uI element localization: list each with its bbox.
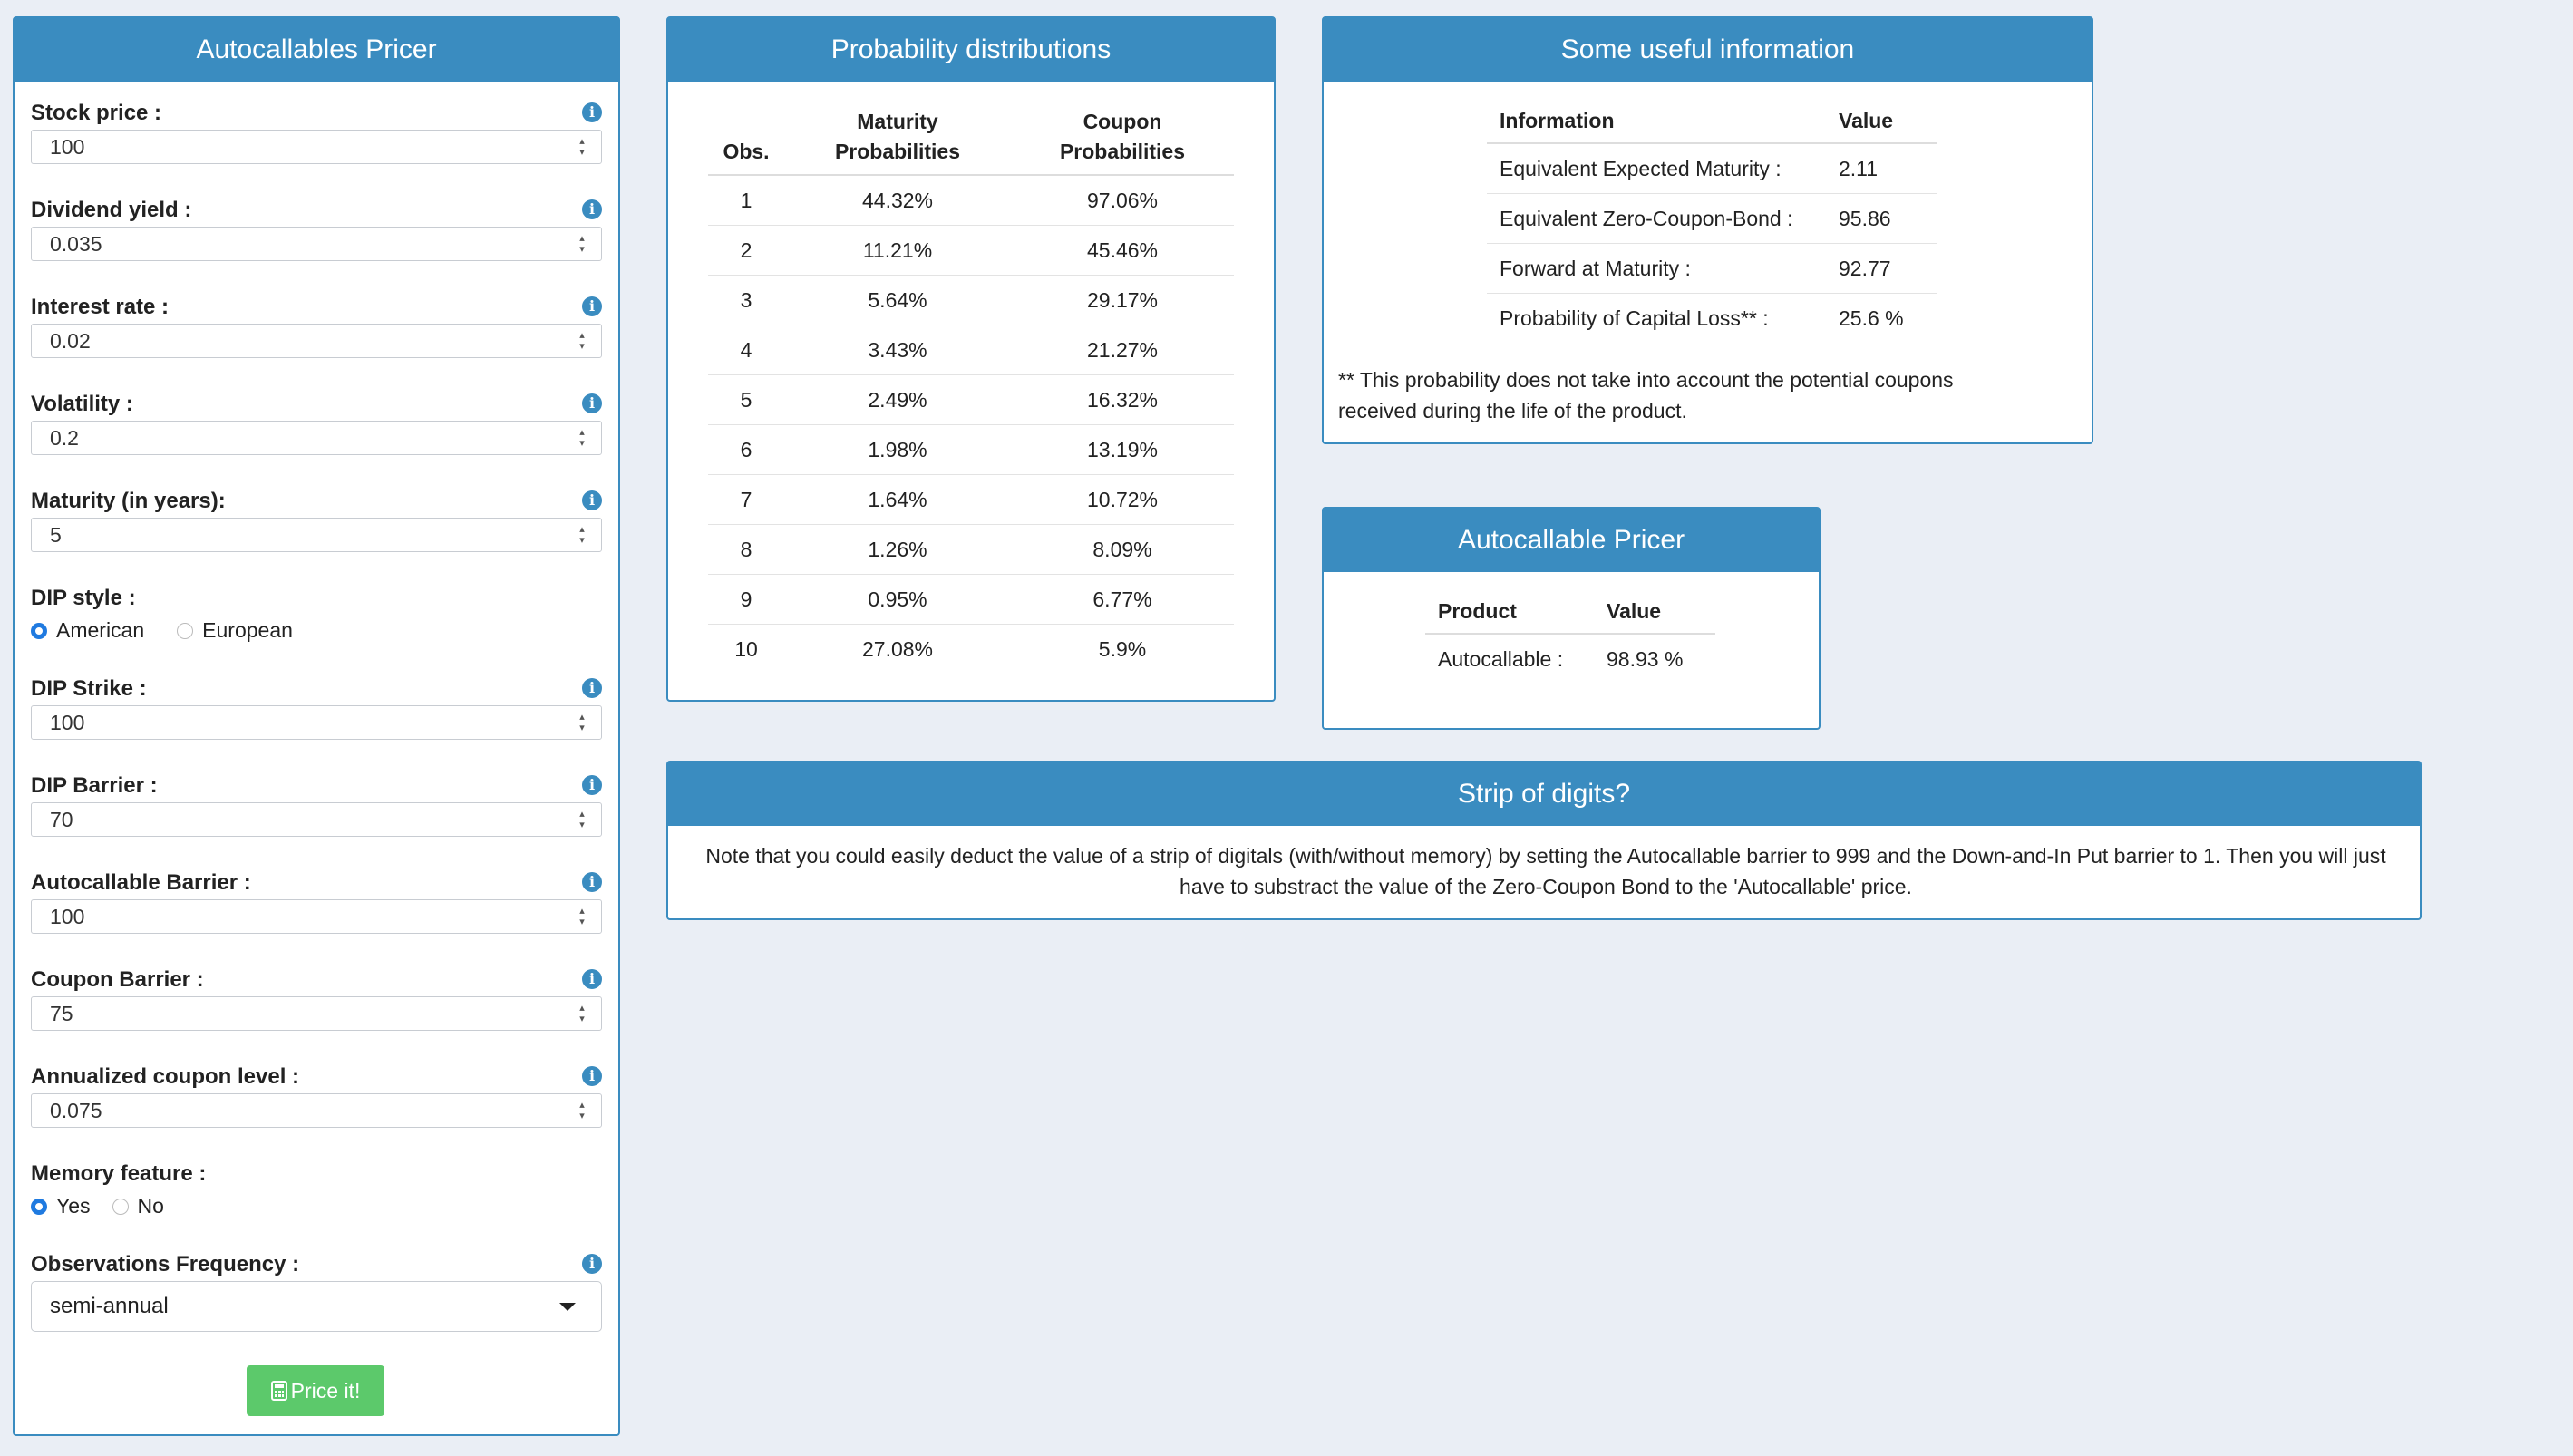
obs-cell: 8 [708, 525, 784, 575]
field-label: DIP Barrier : [31, 773, 158, 798]
coupon-barrier-input[interactable]: 75 [31, 996, 602, 1031]
interest-rate-input[interactable]: 0.02 [31, 324, 602, 358]
field-label: Interest rate : [31, 295, 170, 319]
result-title: Autocallable Pricer [1324, 509, 1819, 572]
radio-label: No [137, 1194, 164, 1218]
field-label: Coupon Barrier : [31, 967, 204, 992]
value-cell: 25.6 % [1826, 294, 1937, 344]
maturity-cell: 5.64% [784, 276, 1011, 325]
header-product: Product [1425, 592, 1594, 634]
dip-style-field [15, 586, 618, 658]
field-label: Memory feature : [31, 1161, 207, 1186]
field-label: Volatility : [31, 392, 133, 416]
price-it-button[interactable] [247, 1365, 384, 1416]
obs-cell: 6 [708, 425, 784, 475]
coupon-cell: 16.32% [1011, 375, 1234, 425]
volatility-field [15, 392, 618, 464]
obs-cell: 5 [708, 375, 784, 425]
coupon-cell: 45.46% [1011, 226, 1234, 276]
field-label: Stock price : [31, 101, 162, 125]
field-label: DIP style : [31, 586, 136, 610]
field-label: Autocallable Barrier : [31, 870, 251, 895]
spinner-icon[interactable]: ▴ ▾ [579, 524, 585, 546]
volatility-input[interactable]: 0.2 [31, 421, 602, 455]
table-row [708, 525, 1234, 575]
stock-price-input[interactable]: 100 [31, 130, 602, 164]
table-row [1487, 143, 1937, 194]
coupon-cell: 5.9% [1011, 625, 1234, 675]
strip-title: Strip of digits? [668, 762, 2420, 826]
coupon-cell: 8.09% [1011, 525, 1234, 575]
spinner-icon[interactable]: ▴ ▾ [579, 233, 585, 255]
radio-yes[interactable] [31, 1199, 47, 1215]
value-cell: 95.86 [1826, 194, 1937, 244]
maturity-cell: 0.95% [784, 575, 1011, 625]
field-label: Dividend yield : [31, 198, 192, 222]
header-maturity [784, 102, 1011, 175]
useful-info-title: Some useful information [1324, 18, 2092, 82]
obs-cell: 10 [708, 625, 784, 675]
table-header-row [708, 102, 1234, 175]
obs-cell: 4 [708, 325, 784, 375]
table-row [708, 276, 1234, 325]
field-label: Maturity (in years): [31, 489, 226, 513]
maturity-cell: 1.64% [784, 475, 1011, 525]
memory-radio-group [31, 1194, 197, 1218]
info-icon[interactable]: i [582, 678, 602, 698]
coupon-level-field [15, 1064, 618, 1137]
field-label: Annualized coupon level : [31, 1064, 300, 1089]
chevron-down-icon [559, 1303, 576, 1311]
table-row [708, 325, 1234, 375]
pricer-form-title: Autocallables Pricer [15, 18, 618, 82]
info-icon[interactable]: i [582, 102, 602, 122]
coupon-cell: 13.19% [1011, 425, 1234, 475]
table-header-row [1425, 592, 1715, 634]
info-cell: Forward at Maturity : [1487, 244, 1826, 294]
dip-style-radio-group [31, 618, 325, 643]
table-header-row [1487, 102, 1937, 143]
table-row [708, 226, 1234, 276]
strip-panel [666, 761, 2422, 920]
header-coupon-label: Coupon Probabilities [1059, 110, 1186, 163]
value-cell: 92.77 [1826, 244, 1937, 294]
probability-panel [666, 16, 1276, 702]
stock-price-field [15, 101, 618, 173]
info-icon[interactable]: i [582, 969, 602, 989]
obs-cell: 2 [708, 226, 784, 276]
info-cell: Equivalent Zero-Coupon-Bond : [1487, 194, 1826, 244]
info-icon[interactable]: i [582, 296, 602, 316]
radio-no[interactable] [112, 1199, 129, 1215]
coupon-cell: 6.77% [1011, 575, 1234, 625]
price-it-label: Price it! [290, 1379, 361, 1403]
autocallable-barrier-input[interactable]: 100 [31, 899, 602, 934]
frequency-selected-value: semi-annual [50, 1294, 169, 1318]
memory-feature-field [15, 1161, 618, 1234]
coupon-cell: 29.17% [1011, 276, 1234, 325]
header-coupon [1011, 102, 1234, 175]
dip-barrier-field [15, 773, 618, 846]
capital-loss-footnote: ** This probability does not take into account the potential coupons received during the life of the product. [1338, 368, 1954, 422]
info-icon[interactable]: i [582, 393, 602, 413]
useful-info-panel [1322, 16, 2093, 444]
dividend-yield-input[interactable]: 0.035 [31, 227, 602, 261]
radio-american[interactable] [31, 623, 47, 639]
table-row [708, 575, 1234, 625]
obs-cell: 7 [708, 475, 784, 525]
spinner-icon[interactable]: ▴ ▾ [579, 330, 585, 352]
field-label: DIP Strike : [31, 676, 147, 701]
product-cell: Autocallable : [1425, 634, 1594, 684]
dip-strike-input[interactable]: 100 [31, 705, 602, 740]
table-row [708, 625, 1234, 675]
coupon-cell: 21.27% [1011, 325, 1234, 375]
dip-barrier-input[interactable]: 70 [31, 802, 602, 837]
radio-european[interactable] [177, 623, 193, 639]
value-cell: 98.93 % [1594, 634, 1715, 684]
info-cell: Probability of Capital Loss** : [1487, 294, 1826, 344]
coupon-barrier-field [15, 967, 618, 1040]
header-maturity-label: Maturity Probabilities [834, 110, 961, 163]
result-table [1425, 592, 1715, 684]
maturity-cell: 27.08% [784, 625, 1011, 675]
coupon-level-input[interactable]: 0.075 [31, 1093, 602, 1128]
spinner-icon[interactable]: ▴ ▾ [579, 712, 585, 733]
frequency-select[interactable] [31, 1281, 602, 1332]
radio-label: American [56, 618, 145, 642]
info-icon[interactable]: i [582, 872, 602, 892]
probability-table [708, 102, 1234, 674]
calculator-icon [271, 1381, 287, 1401]
table-row [708, 475, 1234, 525]
pricer-form-panel [13, 16, 620, 1436]
maturity-cell: 1.26% [784, 525, 1011, 575]
header-information: Information [1487, 102, 1826, 143]
useful-info-table [1487, 102, 1937, 343]
dividend-yield-field [15, 198, 618, 270]
table-row [708, 375, 1234, 425]
info-cell: Equivalent Expected Maturity : [1487, 143, 1826, 194]
probability-title: Probability distributions [668, 18, 1274, 82]
header-value: Value [1594, 592, 1715, 634]
info-icon[interactable]: i [582, 1066, 602, 1086]
header-value: Value [1826, 102, 1937, 143]
maturity-field [15, 489, 618, 561]
coupon-cell: 10.72% [1011, 475, 1234, 525]
maturity-cell: 11.21% [784, 226, 1011, 276]
radio-label: Yes [56, 1194, 91, 1218]
table-row [1487, 244, 1937, 294]
radio-label: European [202, 618, 293, 642]
spinner-icon[interactable]: ▴ ▾ [579, 906, 585, 927]
autocallable-barrier-field [15, 870, 618, 943]
maturity-cell: 3.43% [784, 325, 1011, 375]
obs-cell: 3 [708, 276, 784, 325]
info-icon[interactable]: i [582, 490, 602, 510]
info-icon[interactable]: i [582, 775, 602, 795]
maturity-cell: 1.98% [784, 425, 1011, 475]
obs-cell: 1 [740, 188, 752, 212]
coupon-cell: 97.06% [1086, 188, 1158, 212]
value-cell: 2.11 [1826, 143, 1937, 194]
maturity-input[interactable]: 5 [31, 518, 602, 552]
table-row [708, 175, 1234, 226]
info-icon[interactable]: i [582, 199, 602, 219]
spinner-icon[interactable]: ▴ ▾ [579, 136, 585, 158]
header-obs: Obs. [708, 102, 784, 175]
spinner-icon[interactable]: ▴ ▾ [579, 1100, 585, 1121]
info-icon[interactable]: i [582, 1254, 602, 1274]
spinner-icon[interactable]: ▴ ▾ [579, 809, 585, 830]
result-panel [1322, 507, 1821, 730]
strip-note: Note that you could easily deduct the value of a strip of digitals (with/without memory) by setting the Autocallable barrier to 999 and the Down-and-In Put barrier to 1. Then you will just have to substract the value of the Zero-Coupon Bond to the 'Autocallable' price. [705, 844, 2386, 898]
spinner-icon[interactable]: ▴ ▾ [579, 427, 585, 449]
table-row [1487, 194, 1937, 244]
interest-rate-field [15, 295, 618, 367]
spinner-icon[interactable]: ▴ ▾ [579, 1003, 585, 1024]
table-row [708, 425, 1234, 475]
observations-frequency-field [15, 1252, 618, 1343]
obs-cell: 9 [708, 575, 784, 625]
maturity-cell: 2.49% [784, 375, 1011, 425]
maturity-cell: 44.32% [861, 188, 933, 212]
table-row [1425, 634, 1715, 684]
dip-strike-field [15, 676, 618, 749]
table-row [1487, 294, 1937, 344]
field-label: Observations Frequency : [31, 1252, 300, 1276]
